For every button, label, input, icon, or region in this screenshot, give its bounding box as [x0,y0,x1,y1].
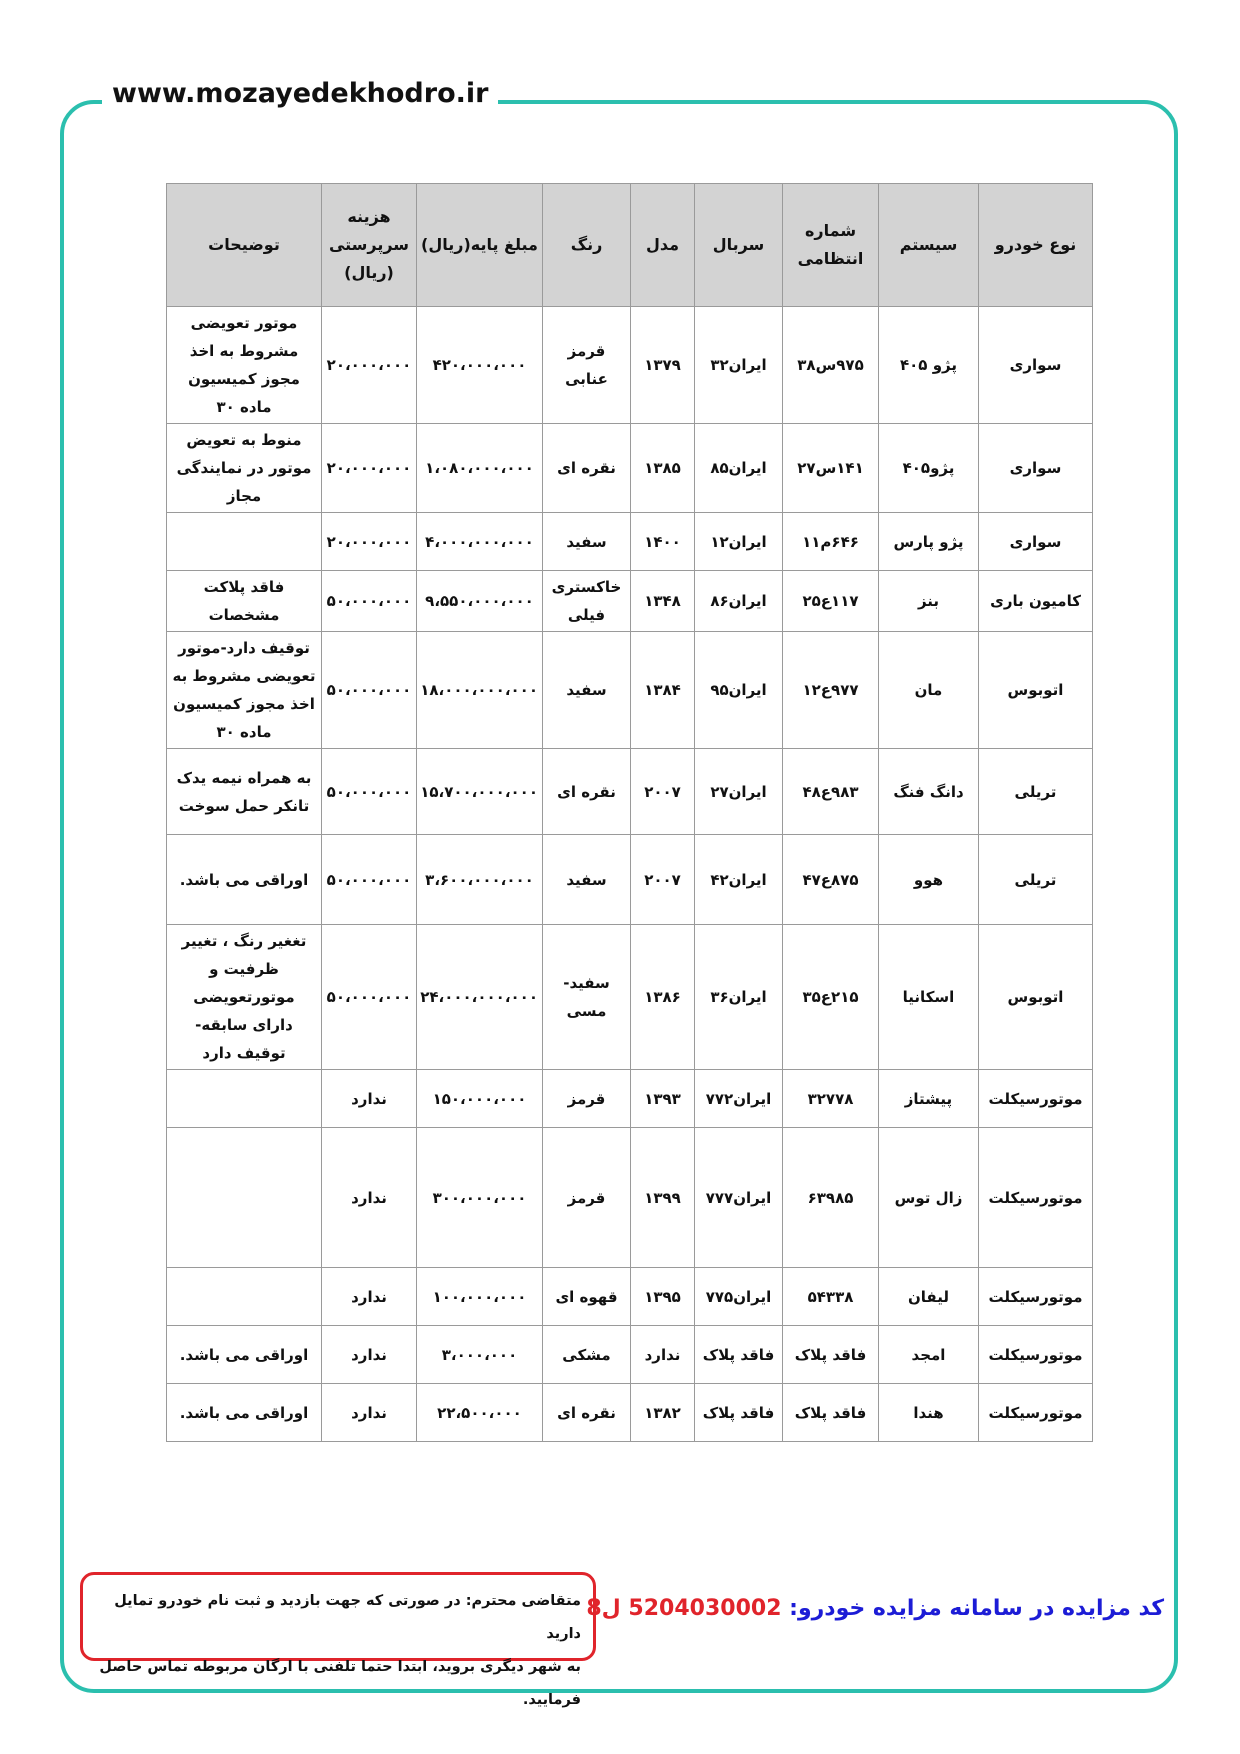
table-cell [167,513,322,571]
table-row [167,1326,1093,1384]
table-cell: ایران۱۲ [695,513,783,571]
table-cell: ۵۰،۰۰۰،۰۰۰ [322,632,417,749]
table-cell: قرمز [543,1128,631,1268]
column-header: سیستم [879,184,979,307]
table-cell: ۱۳۸۵ [631,424,695,513]
table-cell: ۲۱۵ع۳۵ [783,925,879,1070]
table-cell [167,1070,322,1128]
column-header: مبلغ پایه(ریال) [417,184,543,307]
table-cell: سفید-مسی [543,925,631,1070]
column-header: سربال [695,184,783,307]
table-cell: ندارد [322,1128,417,1268]
table-cell: ۶۳۹۸۵ [783,1128,879,1268]
auction-code [586,1596,1164,1621]
table-cell: ۱۵،۷۰۰،۰۰۰،۰۰۰ [417,749,543,835]
table-cell: ۱۱۷ع۲۵ [783,571,879,632]
table-cell: سفید [543,835,631,925]
table-cell: فاقد پلاکت مشخصات [167,571,322,632]
auction-code-value: 5204030002 ل8 [586,1596,782,1621]
table-cell: فاقد پلاک [783,1384,879,1442]
column-header: مدل [631,184,695,307]
table-cell: سواری [979,424,1093,513]
table-cell: ۳۲۷۷۸ [783,1070,879,1128]
table-cell: هوو [879,835,979,925]
table-cell: ۱۸،۰۰۰،۰۰۰،۰۰۰ [417,632,543,749]
table-cell: سفید [543,513,631,571]
table-cell: ایران۹۵ [695,632,783,749]
table-cell: ایران۷۷۷ [695,1128,783,1268]
table-cell: فاقد پلاک [695,1326,783,1384]
table-cell: موتورسیکلت [979,1128,1093,1268]
table-cell: ۱۳۸۴ [631,632,695,749]
table-cell: توقیف دارد-موتور تعویضی مشروط به اخذ مجوز کمیسیون ماده ۳۰ [167,632,322,749]
table-cell: ۱۳۴۸ [631,571,695,632]
table-cell: اسکانیا [879,925,979,1070]
table-cell: ۵۰،۰۰۰،۰۰۰ [322,925,417,1070]
table-cell: امجد [879,1326,979,1384]
table-cell: ۴،۰۰۰،۰۰۰،۰۰۰ [417,513,543,571]
table-cell: ایران۷۷۲ [695,1070,783,1128]
table-cell: ایران۳۶ [695,925,783,1070]
table-cell: ۱۴۱س۲۷ [783,424,879,513]
table-cell: ۱۵۰،۰۰۰،۰۰۰ [417,1070,543,1128]
table-header-row [167,184,1093,307]
table-cell: پیشتاز [879,1070,979,1128]
table-cell: موتور تعویضی مشروط به اخذ مجوز کمیسیون ماده ۳۰ [167,307,322,424]
table-cell: ۹،۵۵۰،۰۰۰،۰۰۰ [417,571,543,632]
table-cell: زال توس [879,1128,979,1268]
column-header: توضیحات [167,184,322,307]
table-cell: اتوبوس [979,632,1093,749]
table-cell: ۵۰،۰۰۰،۰۰۰ [322,749,417,835]
table-cell: ۱۳۹۹ [631,1128,695,1268]
table-body [167,307,1093,1442]
table-cell: نقره ای [543,749,631,835]
table-cell: ۲۰۰۷ [631,749,695,835]
notice-line-2: به شهر دیگری بروید، ابتدا حتما تلفنی با ارگان مربوطه تماس حاصل فرمایید. [99,1659,581,1708]
table-cell: ۵۰،۰۰۰،۰۰۰ [322,571,417,632]
table-cell: ۲۰،۰۰۰،۰۰۰ [322,424,417,513]
table-row [167,424,1093,513]
table-row [167,632,1093,749]
table-cell: نقره ای [543,424,631,513]
table-cell: پژو ۴۰۵ [879,307,979,424]
notice-box [80,1572,596,1708]
table-cell: پژو۴۰۵ [879,424,979,513]
table-cell: بنز [879,571,979,632]
table-cell: سواری [979,307,1093,424]
table-row [167,835,1093,925]
table-cell: ۱۳۷۹ [631,307,695,424]
table-cell: سواری [979,513,1093,571]
table-row [167,1384,1093,1442]
notice-line-1: متقاضی محترم: در صورتی که جهت بازدید و ثبت نام خودرو تمایل دارید [114,1593,581,1642]
vehicle-table [166,183,1093,1442]
table-cell [167,1268,322,1326]
table-cell: اوراقی می باشد. [167,1384,322,1442]
table-cell: ۱۳۹۵ [631,1268,695,1326]
table-cell: تریلی [979,749,1093,835]
table-cell: اتوبوس [979,925,1093,1070]
table-cell: ۲۰،۰۰۰،۰۰۰ [322,307,417,424]
table-cell: ۱۳۸۲ [631,1384,695,1442]
table-cell: ایران۳۲ [695,307,783,424]
table-cell: ۸۷۵ع۴۷ [783,835,879,925]
table-row [167,1070,1093,1128]
table-cell: مان [879,632,979,749]
table-cell: موتورسیکلت [979,1326,1093,1384]
column-header: نوع خودرو [979,184,1093,307]
table-cell: اوراقی می باشد. [167,1326,322,1384]
table-cell: هندا [879,1384,979,1442]
table-cell: ۱۳۹۳ [631,1070,695,1128]
column-header: شماره انتظامی [783,184,879,307]
table-cell: ۳۰۰،۰۰۰،۰۰۰ [417,1128,543,1268]
table-cell: به همراه نیمه یدک تانکر حمل سوخت [167,749,322,835]
table-cell: ندارد [322,1326,417,1384]
table-cell: ۵۴۳۳۸ [783,1268,879,1326]
table-row [167,571,1093,632]
table-cell: ۱۳۸۶ [631,925,695,1070]
table-cell: ۱۰۰،۰۰۰،۰۰۰ [417,1268,543,1326]
table-cell [167,1128,322,1268]
table-cell: ۱۴۰۰ [631,513,695,571]
table-cell: ۹۷۷ع۱۲ [783,632,879,749]
table-cell: نقره ای [543,1384,631,1442]
table-row [167,925,1093,1070]
table-cell: ایران۸۶ [695,571,783,632]
table-cell: ۹۸۳ع۴۸ [783,749,879,835]
table-cell: ۵۰،۰۰۰،۰۰۰ [322,835,417,925]
table-cell: قرمز [543,1070,631,1128]
auction-code-label: کد مزایده در سامانه مزایده خودرو: [789,1596,1164,1621]
table-cell: ندارد [322,1384,417,1442]
table-cell: قرمز عنابی [543,307,631,424]
table-cell: ۲۰۰۷ [631,835,695,925]
table-cell: لیفان [879,1268,979,1326]
table-cell: اوراقی می باشد. [167,835,322,925]
table-cell: ندارد [322,1070,417,1128]
table-cell: موتورسیکلت [979,1384,1093,1442]
table-cell: سفید [543,632,631,749]
table-row [167,1268,1093,1326]
table-cell: مشکی [543,1326,631,1384]
column-header: هزینه سرپرستی (ریال) [322,184,417,307]
table-cell: ۹۷۵س۳۸ [783,307,879,424]
table-cell: ۳،۶۰۰،۰۰۰،۰۰۰ [417,835,543,925]
table-cell: ۳،۰۰۰،۰۰۰ [417,1326,543,1384]
table-cell: قهوه ای [543,1268,631,1326]
table-cell: ۲۰،۰۰۰،۰۰۰ [322,513,417,571]
table-cell: فاقد پلاک [783,1326,879,1384]
table-cell: موتورسیکلت [979,1268,1093,1326]
table-row [167,749,1093,835]
table-row [167,513,1093,571]
table-cell: فاقد پلاک [695,1384,783,1442]
table-cell: ایران۸۵ [695,424,783,513]
table-cell: پژو پارس [879,513,979,571]
table-cell: ندارد [322,1268,417,1326]
table-cell: ایران۷۷۵ [695,1268,783,1326]
table-cell: ندارد [631,1326,695,1384]
table-cell: دانگ فنگ [879,749,979,835]
table-cell: تغغیر رنگ ، تغییر ظرفیت و موتورتعویضی دارای سابقه-توقیف دارد [167,925,322,1070]
table-row [167,307,1093,424]
table-cell: ۲۲،۵۰۰،۰۰۰ [417,1384,543,1442]
site-url: www.mozayedekhodro.ir [102,78,498,109]
table-cell: منوط به تعویض موتور در نمایندگی مجاز [167,424,322,513]
table-cell: کامیون باری [979,571,1093,632]
table-cell: ۴۲۰،۰۰۰،۰۰۰ [417,307,543,424]
table-cell: ۲۴،۰۰۰،۰۰۰،۰۰۰ [417,925,543,1070]
table-row [167,1128,1093,1268]
table-cell: ۱،۰۸۰،۰۰۰،۰۰۰ [417,424,543,513]
table-cell: ایران۴۲ [695,835,783,925]
table-cell: خاکستری فیلی [543,571,631,632]
table-cell: تریلی [979,835,1093,925]
column-header: رنگ [543,184,631,307]
table-cell: ۶۴۶م۱۱ [783,513,879,571]
table-cell: ایران۲۷ [695,749,783,835]
table-cell: موتورسیکلت [979,1070,1093,1128]
